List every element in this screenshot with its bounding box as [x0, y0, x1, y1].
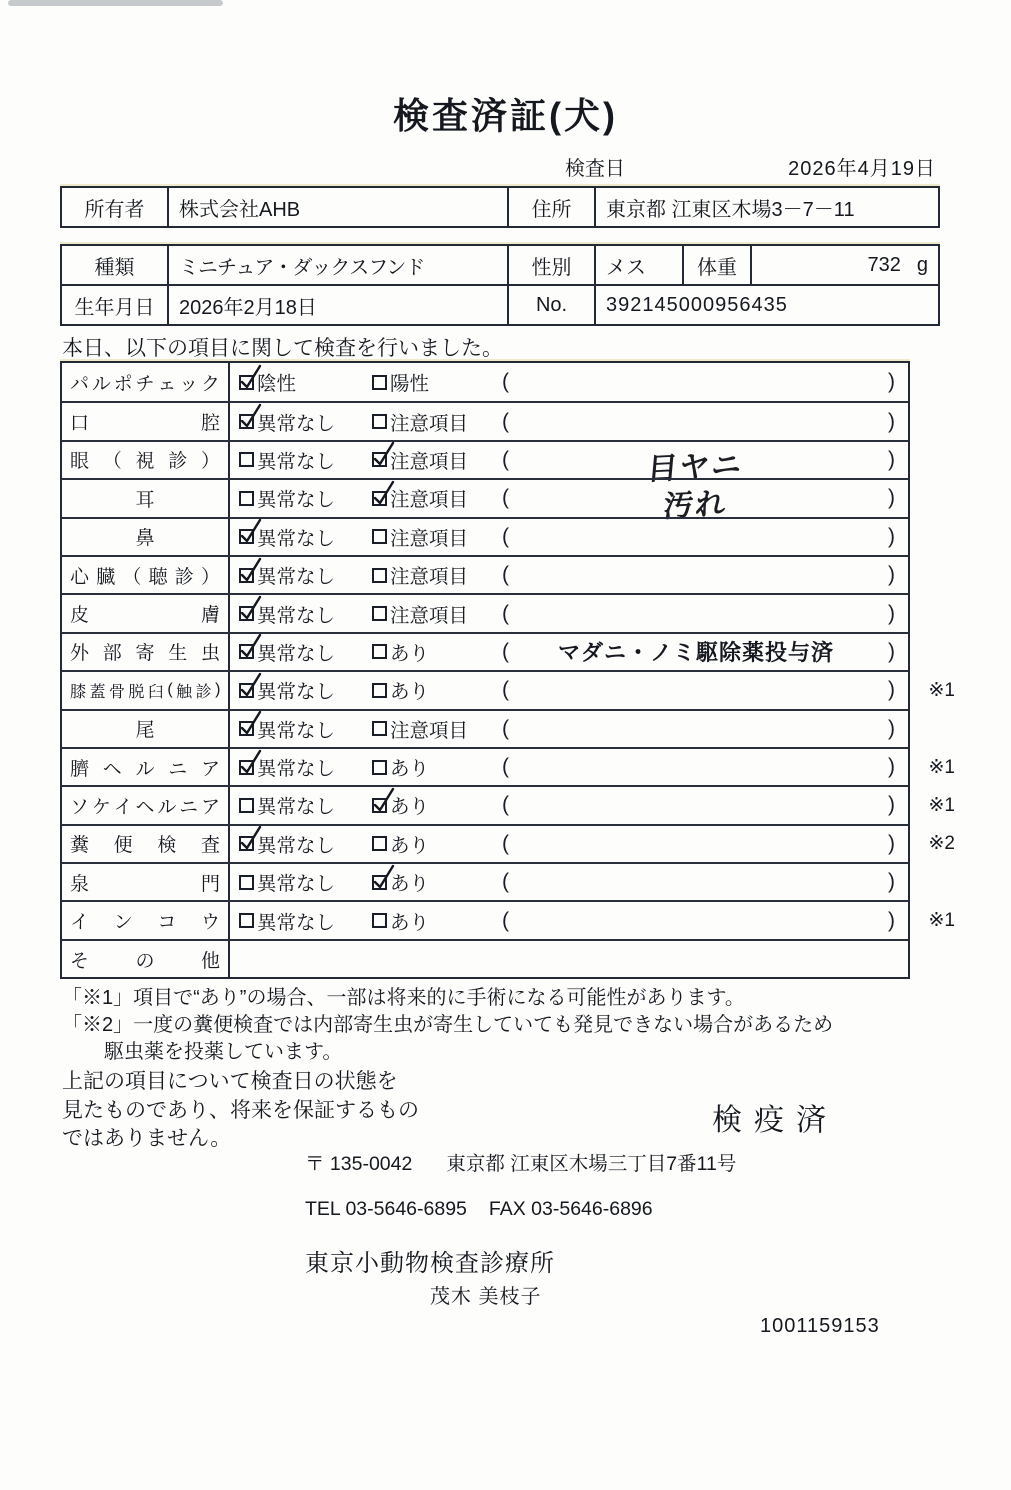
- check-row-label: 口 腔: [62, 403, 230, 439]
- species-label: 種類: [94, 256, 135, 279]
- check-option-label: 異常なし: [257, 489, 336, 512]
- check-row-label: 眼 （ 視 診 ）: [62, 442, 230, 478]
- check-option-label: あり: [390, 681, 430, 704]
- check-row-label: 糞 便 検 査: [62, 826, 230, 862]
- checkbox-checked-icon[interactable]: [372, 452, 387, 467]
- reference-mark: ※1: [928, 910, 955, 932]
- check-row-body: [230, 749, 908, 785]
- check-row-label: 臍 ヘ ル ニ ア: [62, 749, 230, 785]
- check-option-label: 異常なし: [257, 604, 336, 627]
- sex-value: メス: [594, 246, 682, 284]
- printed-note: マダニ・ノミ駆除薬投与済: [557, 640, 834, 666]
- check-option: [239, 557, 335, 593]
- postal-code: 〒 135-0042: [305, 1153, 413, 1175]
- check-option-label: 陽性: [390, 373, 430, 396]
- owner-address: 東京都 江東区木場3－7－11: [594, 188, 938, 226]
- check-row-label: 鼻: [62, 519, 230, 555]
- check-option-label: 異常なし: [257, 566, 336, 589]
- check-option: [372, 672, 429, 708]
- serial-number: 1001159153: [760, 1315, 880, 1337]
- check-row-body: [230, 672, 908, 708]
- checkbox-checked-icon[interactable]: [239, 375, 254, 390]
- clinic-address: 東京都 江東区木場三丁目7番11号: [446, 1153, 737, 1175]
- check-option: [372, 634, 429, 670]
- check-option-label: 注意項目: [390, 566, 469, 589]
- disclaimer: [62, 1068, 419, 1154]
- paren-close: ): [888, 831, 895, 855]
- check-row-body: [230, 403, 908, 439]
- checkbox-icon[interactable]: [372, 721, 387, 736]
- check-row-body: [230, 595, 908, 631]
- footnote-1: 「※1」項目で“あり”の場合、一部は将来的に手術になる可能性があります。: [62, 987, 745, 1009]
- check-row: [62, 785, 955, 823]
- page-title: 検査済証(犬): [393, 95, 618, 136]
- paren-close: ): [888, 639, 895, 663]
- check-option-label: 注意項目: [390, 450, 469, 473]
- paren-close: ): [888, 409, 895, 433]
- owner-table: [60, 186, 940, 228]
- paren-open: (: [502, 908, 509, 932]
- check-option: [372, 519, 468, 555]
- check-option: [372, 864, 429, 900]
- check-option: [239, 363, 296, 401]
- paren-close: ): [888, 486, 895, 510]
- check-option-label: 異常なし: [257, 527, 336, 550]
- footnote-3: 駆虫薬を投薬しています。: [104, 1041, 343, 1063]
- check-row-label: 尾: [62, 711, 230, 747]
- footnote-2: 「※2」一度の糞便検査では内部寄生虫が寄生していても発見できない場合があるため: [62, 1014, 834, 1036]
- checkbox-checked-icon[interactable]: [239, 606, 254, 621]
- footnotes: [62, 985, 833, 1066]
- inspection-date-label: 検査日: [565, 158, 625, 180]
- birthdate-row: [62, 284, 938, 324]
- paren-close: ): [888, 370, 895, 394]
- owner-label: 所有者: [84, 198, 145, 221]
- reference-mark: ※1: [928, 679, 955, 701]
- checkbox-icon[interactable]: [239, 798, 254, 813]
- owner-name: 株式会社AHB: [167, 188, 507, 226]
- check-row: [62, 900, 955, 938]
- check-option-label: あり: [390, 834, 430, 857]
- check-row-label: 膝 蓋 骨 脱 臼 ( 触 診 ): [62, 672, 230, 708]
- clinic-tel: TEL 03-5646-6895: [305, 1198, 467, 1220]
- species-value: ミニチュア・ダックスフンド: [167, 246, 507, 284]
- check-row-label: パ ル ポ チ ェ ッ ク: [62, 363, 230, 401]
- check-row-body: [230, 864, 908, 900]
- check-row-label: ソ ケ イ ヘ ル ニ ア: [62, 787, 230, 823]
- check-option: [239, 902, 335, 938]
- check-row: [62, 862, 908, 900]
- checkbox-checked-icon[interactable]: [239, 568, 254, 583]
- check-option: [372, 787, 429, 823]
- paren-close: ): [888, 870, 895, 894]
- check-option: [239, 749, 335, 785]
- check-row: [62, 363, 908, 401]
- checkbox-checked-icon[interactable]: [239, 760, 254, 775]
- clinic-fax: FAX 03-5646-6896: [488, 1198, 653, 1220]
- check-row: [62, 593, 908, 631]
- check-option-label: 異常なし: [257, 450, 336, 473]
- reference-mark: ※2: [928, 833, 955, 855]
- check-option: [372, 749, 429, 785]
- check-option-label: 異常なし: [257, 681, 336, 704]
- inspection-date-value: 2026年4月19日: [788, 158, 936, 180]
- animal-table: [60, 244, 940, 326]
- check-row-label: イ ン コ ウ: [62, 902, 230, 938]
- check-row: [62, 440, 908, 487]
- disclaimer-line-2: 見たものであり、将来を保証するもの: [62, 1098, 419, 1122]
- checkbox-icon[interactable]: [372, 913, 387, 928]
- checkbox-icon[interactable]: [372, 414, 387, 429]
- check-option: [239, 711, 335, 747]
- check-row: [62, 555, 908, 593]
- check-option: [239, 672, 335, 708]
- check-row-label: 皮 膚: [62, 595, 230, 631]
- reference-mark: ※1: [928, 794, 955, 816]
- paren-open: (: [502, 370, 509, 394]
- checkbox-icon[interactable]: [372, 529, 387, 544]
- checkbox-checked-icon[interactable]: [239, 721, 254, 736]
- check-row-body: [230, 442, 908, 487]
- paren-open: (: [502, 793, 509, 817]
- paren-open: (: [502, 409, 509, 433]
- check-option-label: 異常なし: [257, 719, 336, 742]
- check-option-label: 異常なし: [257, 911, 336, 934]
- check-row-body: [230, 634, 908, 670]
- check-option-label: あり: [390, 911, 430, 934]
- paren-open: (: [502, 601, 509, 625]
- paren-close: ): [888, 447, 895, 471]
- check-option-label: 注意項目: [390, 604, 469, 627]
- check-option-label: 異常なし: [257, 642, 336, 665]
- checkbox-icon[interactable]: [372, 683, 387, 698]
- weight-label: 体重: [682, 246, 750, 284]
- check-option-label: あり: [390, 758, 430, 781]
- check-row: [62, 939, 908, 977]
- weight-value: 732: [867, 253, 901, 276]
- paren-close: ): [888, 563, 895, 587]
- check-option: [372, 826, 429, 862]
- paren-open: (: [502, 755, 509, 779]
- checkbox-icon[interactable]: [372, 375, 387, 390]
- check-option-label: 異常なし: [257, 796, 336, 819]
- reference-mark: ※1: [928, 756, 955, 778]
- check-row-body: [230, 826, 908, 862]
- examiner-name: 茂木 美枝子: [430, 1286, 542, 1308]
- check-row-label: そ の 他: [62, 941, 230, 977]
- check-option: [372, 595, 468, 631]
- check-option: [372, 480, 468, 516]
- paren-close: ): [888, 524, 895, 548]
- clinic-name: 東京小動物検査診療所: [305, 1250, 555, 1277]
- inspection-date-line: [60, 152, 940, 180]
- checkbox-icon[interactable]: [239, 491, 254, 506]
- clinic-address-line: [305, 1148, 736, 1176]
- checkbox-icon[interactable]: [372, 568, 387, 583]
- check-row: [62, 747, 955, 785]
- checkbox-checked-icon[interactable]: [239, 836, 254, 851]
- no-value: 392145000956435: [594, 286, 938, 324]
- disclaimer-line-3: ではありません。: [62, 1127, 232, 1150]
- paren-open: (: [502, 639, 509, 663]
- paren-close: ): [888, 716, 895, 740]
- check-option-label: 注意項目: [390, 719, 469, 742]
- paren-open: (: [502, 870, 509, 894]
- check-row: [62, 517, 908, 555]
- quarantine-stamp: 検疫済: [712, 1104, 838, 1137]
- paren-close: ): [888, 908, 895, 932]
- paren-open: (: [502, 486, 509, 510]
- checkbox-checked-icon[interactable]: [239, 644, 254, 659]
- check-table: [60, 361, 955, 979]
- check-option-label: 注意項目: [390, 412, 469, 435]
- checkbox-checked-icon[interactable]: [372, 798, 387, 813]
- checkbox-checked-icon[interactable]: [372, 491, 387, 506]
- check-row-label: 耳: [62, 480, 230, 516]
- checkbox-icon[interactable]: [372, 836, 387, 851]
- checklist-intro: 本日、以下の項目に関して検査を行いました。: [62, 337, 503, 360]
- check-row: [62, 824, 955, 862]
- scan-artifact: [8, 0, 223, 6]
- checkbox-checked-icon[interactable]: [239, 414, 254, 429]
- check-row: [62, 401, 908, 439]
- check-option: [372, 902, 429, 938]
- checkbox-checked-icon[interactable]: [372, 875, 387, 890]
- handwritten-note: 汚れ: [661, 487, 729, 525]
- check-option: [239, 864, 335, 900]
- checkbox-checked-icon[interactable]: [239, 529, 254, 544]
- check-row-body: [230, 711, 908, 747]
- paren-open: (: [502, 831, 509, 855]
- handwritten-note: 目ヤニ: [645, 448, 745, 487]
- check-row-label: 心 臓 （ 聴 診 ）: [62, 557, 230, 593]
- paren-open: (: [502, 678, 509, 702]
- checkbox-icon[interactable]: [372, 606, 387, 621]
- check-row-label: 外 部 寄 生 虫: [62, 634, 230, 670]
- paren-close: ): [888, 755, 895, 779]
- check-row-body: [230, 557, 908, 593]
- address-label: 住所: [507, 188, 594, 226]
- clinic-tel-line: [305, 1198, 653, 1221]
- check-row: [62, 670, 955, 708]
- owner-row: [62, 188, 938, 226]
- check-option-label: あり: [390, 642, 430, 665]
- check-option: [239, 595, 335, 631]
- check-option: [372, 363, 429, 401]
- check-option-label: 異常なし: [257, 412, 336, 435]
- check-option-label: 異常なし: [257, 758, 336, 781]
- check-option: [239, 403, 335, 439]
- no-label: No.: [507, 286, 594, 324]
- paren-open: (: [502, 524, 509, 548]
- check-option: [372, 403, 468, 439]
- weight-cell: [750, 246, 938, 284]
- paren-close: ): [888, 601, 895, 625]
- check-row-body: [230, 902, 908, 938]
- check-option: [239, 480, 335, 516]
- paren-open: (: [502, 563, 509, 587]
- paren-close: ): [888, 793, 895, 817]
- check-option-label: 注意項目: [390, 489, 469, 512]
- check-row-body: [230, 363, 908, 401]
- paren-close: ): [888, 678, 895, 702]
- check-option-label: あり: [390, 873, 430, 896]
- check-row-body: [230, 941, 908, 977]
- check-option: [372, 442, 468, 478]
- check-option: [239, 442, 335, 478]
- check-row: [62, 632, 908, 670]
- checkbox-checked-icon[interactable]: [239, 683, 254, 698]
- check-option-label: 異常なし: [257, 834, 336, 857]
- check-option: [239, 787, 335, 823]
- weight-unit: g: [916, 253, 928, 276]
- paren-open: (: [502, 716, 509, 740]
- check-option-label: 陰性: [257, 373, 297, 396]
- species-row: [62, 246, 938, 284]
- birthdate-value: 2026年2月18日: [167, 286, 507, 324]
- check-row-body: [230, 787, 908, 823]
- checkbox-icon[interactable]: [372, 644, 387, 659]
- check-row-label: 泉 門: [62, 864, 230, 900]
- check-option-label: 注意項目: [390, 527, 469, 550]
- checkbox-icon[interactable]: [239, 875, 254, 890]
- check-option: [372, 557, 468, 593]
- check-row-body: [230, 519, 908, 555]
- birthdate-label: 生年月日: [74, 296, 155, 319]
- check-option: [372, 711, 468, 747]
- checkbox-icon[interactable]: [372, 760, 387, 775]
- paren-open: (: [502, 447, 509, 471]
- sex-label: 性別: [507, 246, 594, 284]
- check-option-label: あり: [390, 796, 430, 819]
- checkbox-icon[interactable]: [239, 913, 254, 928]
- check-option-label: 異常なし: [257, 873, 336, 896]
- check-option: [239, 826, 335, 862]
- check-row: [62, 478, 908, 525]
- check-option: [239, 519, 335, 555]
- check-row-body: [230, 480, 908, 525]
- checkbox-icon[interactable]: [239, 452, 254, 467]
- disclaimer-line-1: 上記の項目について検査日の状態を: [62, 1070, 398, 1093]
- check-row: [62, 709, 908, 747]
- check-option: [239, 634, 335, 670]
